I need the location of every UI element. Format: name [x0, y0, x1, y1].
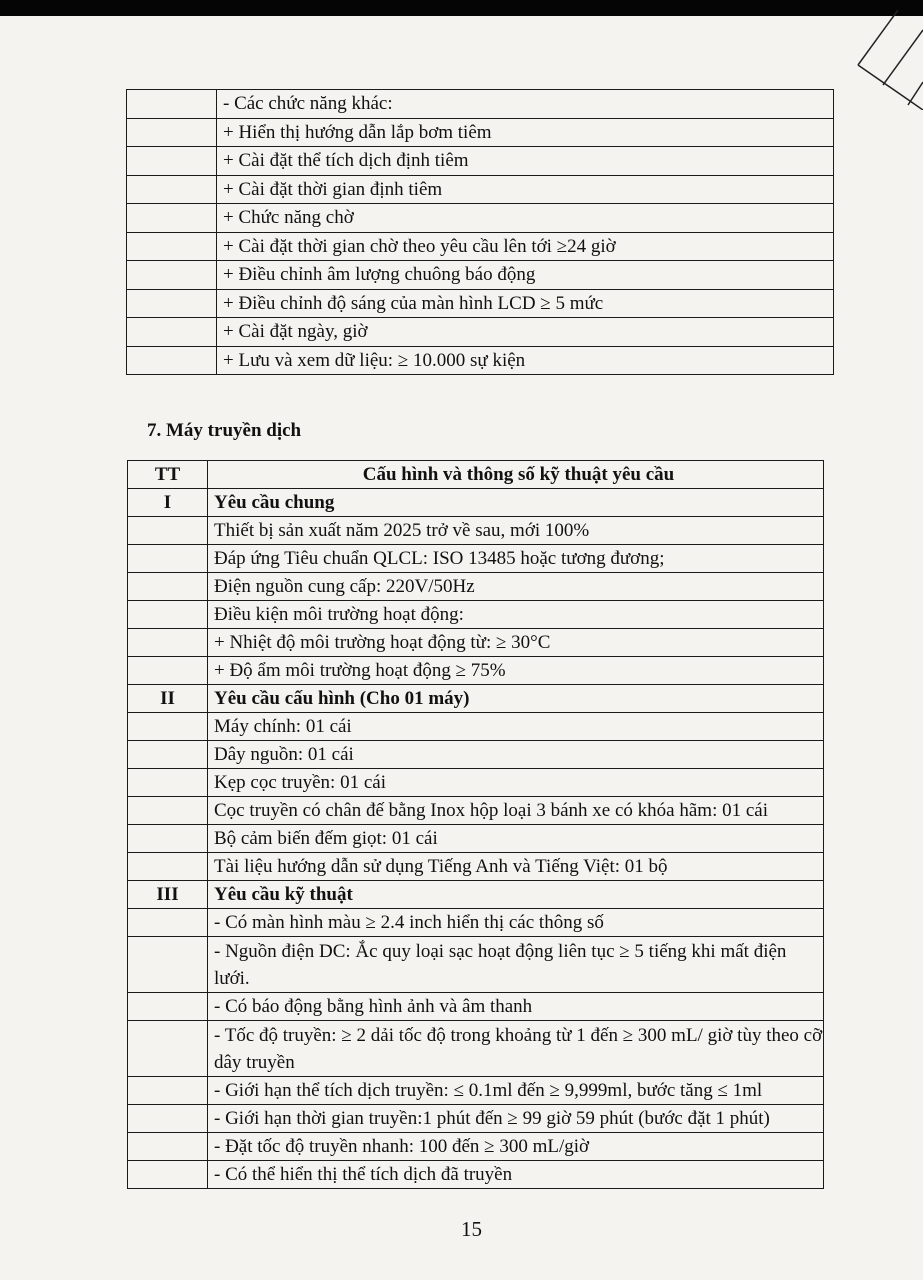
table-row: [127, 346, 834, 375]
row-number: [128, 573, 208, 601]
row-text: Yêu cầu chung: [208, 489, 824, 517]
row-number: [128, 545, 208, 573]
table-row: [127, 232, 834, 261]
header-spec: Cấu hình và thông số kỹ thuật yêu cầu: [208, 461, 824, 489]
row-text: Điều kiện môi trường hoạt động:: [208, 601, 824, 629]
row-text: Thiết bị sản xuất năm 2025 trở về sau, mới 100%: [208, 517, 824, 545]
row-text: Đáp ứng Tiêu chuẩn QLCL: ISO 13485 hoặc tương đương;: [208, 545, 824, 573]
top-dark-edge: [0, 0, 923, 16]
table-row: [128, 1077, 824, 1105]
row-text: - Giới hạn thể tích dịch truyền: ≤ 0.1ml đến ≥ 9,999ml, bước tăng ≤ 1ml: [208, 1077, 824, 1105]
row-text: Máy chính: 01 cái: [208, 713, 824, 741]
table-row: [128, 1161, 824, 1189]
row-number: [128, 769, 208, 797]
feature-cell: + Cài đặt thời gian định tiêm: [217, 175, 834, 204]
row-number: III: [128, 881, 208, 909]
row-number: II: [128, 685, 208, 713]
row-number: [128, 629, 208, 657]
table-row: [127, 175, 834, 204]
row-text: Bộ cảm biến đếm giọt: 01 cái: [208, 825, 824, 853]
row-number: [128, 1021, 208, 1077]
table-row: [128, 797, 824, 825]
table-row: [128, 993, 824, 1021]
table-row: [128, 685, 824, 713]
table-row: [128, 573, 824, 601]
row-text: Yêu cầu cấu hình (Cho 01 máy): [208, 685, 824, 713]
table-row: [128, 937, 824, 993]
row-number: [128, 909, 208, 937]
table-row: [128, 1021, 824, 1077]
row-text: - Có màn hình màu ≥ 2.4 inch hiển thị các thông số: [208, 909, 824, 937]
row-text: Dây nguồn: 01 cái: [208, 741, 824, 769]
row-number: [128, 657, 208, 685]
table-row: [127, 204, 834, 233]
row-text: + Độ ẩm môi trường hoạt động ≥ 75%: [208, 657, 824, 685]
row-number: [128, 713, 208, 741]
row-number: [128, 1077, 208, 1105]
row-text: - Có thể hiển thị thể tích dịch đã truyền: [208, 1161, 824, 1189]
row-number: [128, 993, 208, 1021]
row-text: Điện nguồn cung cấp: 220V/50Hz: [208, 573, 824, 601]
feature-cell: + Hiển thị hướng dẫn lắp bơm tiêm: [217, 118, 834, 147]
table-row: [127, 261, 834, 290]
feature-cell: + Chức năng chờ: [217, 204, 834, 233]
row-number: [128, 517, 208, 545]
table-row: [128, 741, 824, 769]
table-row: [128, 713, 824, 741]
row-text: - Giới hạn thời gian truyền:1 phút đến ≥ 99 giờ 59 phút (bước đặt 1 phút): [208, 1105, 824, 1133]
section-title: 7. Máy truyền dịch: [147, 420, 302, 441]
row-text: + Nhiệt độ môi trường hoạt động từ: ≥ 30°C: [208, 629, 824, 657]
row-number: [128, 825, 208, 853]
row-number: [128, 797, 208, 825]
row-text: Yêu cầu kỹ thuật: [208, 881, 824, 909]
feature-cell: + Điều chỉnh độ sáng của màn hình LCD ≥ 5 mức: [217, 289, 834, 318]
feature-cell: + Lưu và xem dữ liệu: ≥ 10.000 sự kiện: [217, 346, 834, 375]
row-number: [128, 1133, 208, 1161]
row-number: [128, 1161, 208, 1189]
table-row: [128, 769, 824, 797]
header-tt: TT: [128, 461, 208, 489]
table-row: [128, 545, 824, 573]
table-row: [128, 853, 824, 881]
row-text: Tài liệu hướng dẫn sử dụng Tiếng Anh và Tiếng Việt: 01 bộ: [208, 853, 824, 881]
row-number: [128, 601, 208, 629]
table-row: [128, 657, 824, 685]
table-row: [128, 909, 824, 937]
row-number: [128, 937, 208, 993]
table-row: [127, 147, 834, 176]
row-number: [128, 1105, 208, 1133]
features-table: [126, 89, 834, 375]
feature-cell: + Cài đặt thể tích dịch định tiêm: [217, 147, 834, 176]
row-number: [128, 853, 208, 881]
feature-cell: - Các chức năng khác:: [217, 90, 834, 119]
table-row: [128, 825, 824, 853]
table-row: [127, 318, 834, 347]
table-row: [127, 289, 834, 318]
row-text: - Tốc độ truyền: ≥ 2 dải tốc độ trong khoảng từ 1 đến ≥ 300 mL/ giờ tùy theo cỡ dây truyền: [208, 1021, 824, 1077]
table-row: [128, 629, 824, 657]
table-row: [128, 489, 824, 517]
feature-cell: + Cài đặt thời gian chờ theo yêu cầu lên tới ≥24 giờ: [217, 232, 834, 261]
row-text: Cọc truyền có chân đế bằng Inox hộp loại 3 bánh xe có khóa hãm: 01 cái: [208, 797, 824, 825]
page-number: 15: [461, 1217, 482, 1241]
row-number: I: [128, 489, 208, 517]
feature-cell: + Cài đặt ngày, giờ: [217, 318, 834, 347]
row-number: [128, 741, 208, 769]
feature-cell: + Điều chỉnh âm lượng chuông báo động: [217, 261, 834, 290]
table-header-row: [128, 461, 824, 489]
table-row: [127, 118, 834, 147]
table-row: [128, 517, 824, 545]
table-row: [128, 1105, 824, 1133]
table-row: [128, 1133, 824, 1161]
table-row: [128, 601, 824, 629]
row-text: - Nguồn điện DC: Ắc quy loại sạc hoạt động liên tục ≥ 5 tiếng khi mất điện lưới.: [208, 937, 824, 993]
table-row: [127, 90, 834, 119]
row-text: Kẹp cọc truyền: 01 cái: [208, 769, 824, 797]
row-text: - Đặt tốc độ truyền nhanh: 100 đến ≥ 300 mL/giờ: [208, 1133, 824, 1161]
infusion-pump-spec-table: [127, 460, 824, 1189]
corner-stamp-lines: [853, 10, 923, 110]
table-row: [128, 881, 824, 909]
row-text: - Có báo động bằng hình ảnh và âm thanh: [208, 993, 824, 1021]
